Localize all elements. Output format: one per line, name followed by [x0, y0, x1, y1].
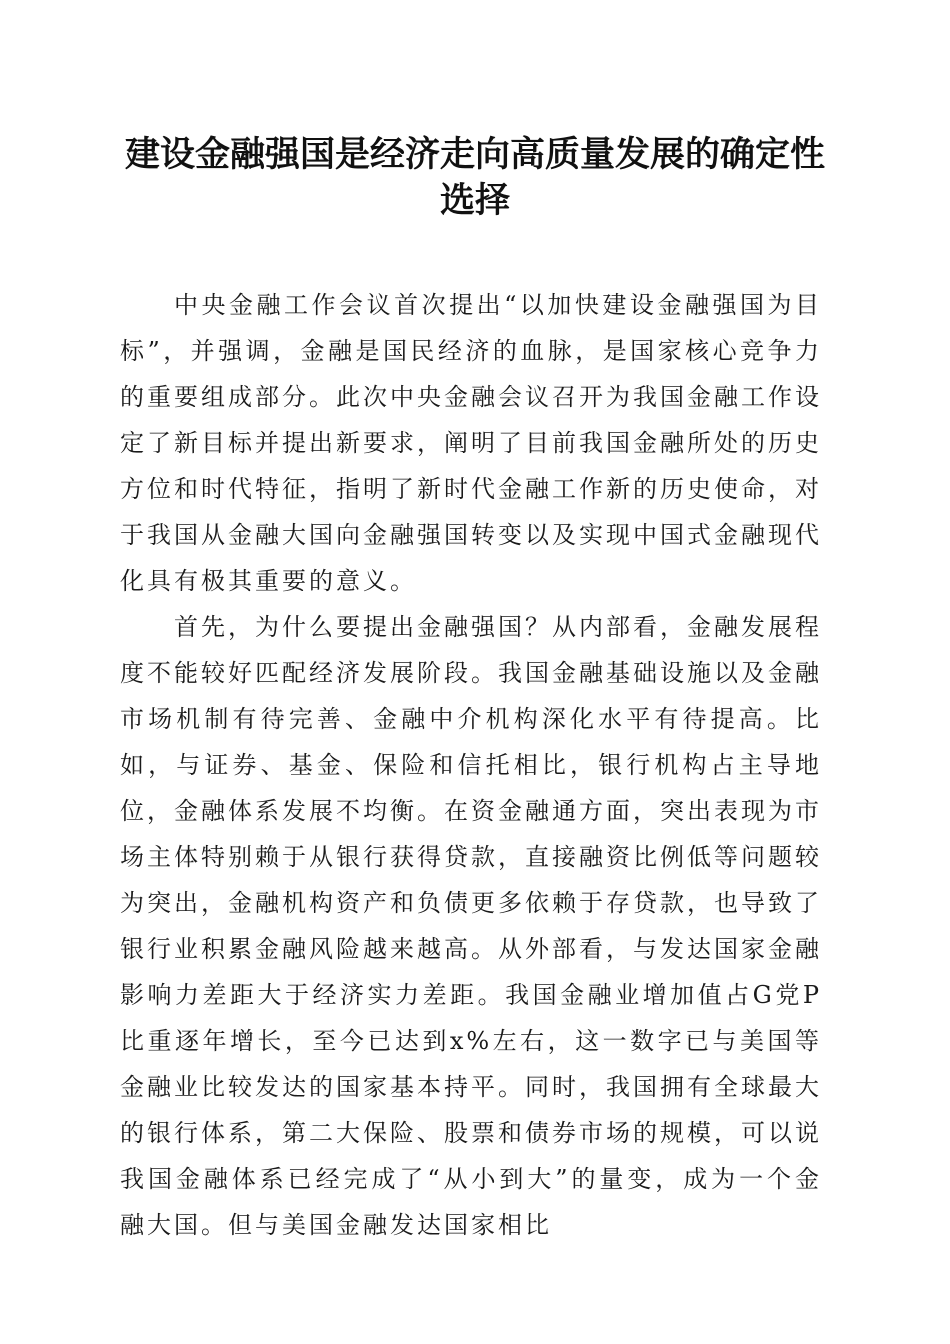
- document-body: [120, 282, 822, 1248]
- paragraph-1: 中央金融工作会议首次提出“以加快建设金融强国为目标”，并强调，金融是国民经济的血脉，是国家核心竞争力的重要组成部分。此次中央金融会议召开为我国金融工作设定了新目标并提出新要求，阐明了目前我国金融所处的历史方位和时代特征，指明了新时代金融工作新的历史使命，对于我国从金融大国向金融强国转变以及实现中国式金融现代化具有极其重要的意义。: [120, 291, 822, 595]
- paragraph-2: 首先，为什么要提出金融强国？从内部看，金融发展程度不能较好匹配经济发展阶段。我国金融基础设施以及金融市场机制有待完善、金融中介机构深化水平有待提高。比如，与证券、基金、保险和信托相比，银行机构占主导地位，金融体系发展不均衡。在资金融通方面，突出表现为市场主体特别赖于从银行获得贷款，直接融资比例低等问题较为突出，金融机构资产和负债更多依赖于存贷款，也导致了银行业积累金融风险越来越高。从外部看，与发达国家金融影响力差距大于经济实力差距。我国金融业增加值占G党P比重逐年增长，至今已达到x%左右，这一数字已与美国等金融业比较发达的国家基本持平。同时，我国拥有全球最大的银行体系，第二大保险、股票和债券市场的规模，可以说我国金融体系已经完成了“从小到大”的量变，成为一个金融大国。但与美国金融发达国家相比: [120, 613, 822, 1239]
- document-title: 建设金融强国是经济走向高质量发展的确定性选择: [124, 134, 825, 221]
